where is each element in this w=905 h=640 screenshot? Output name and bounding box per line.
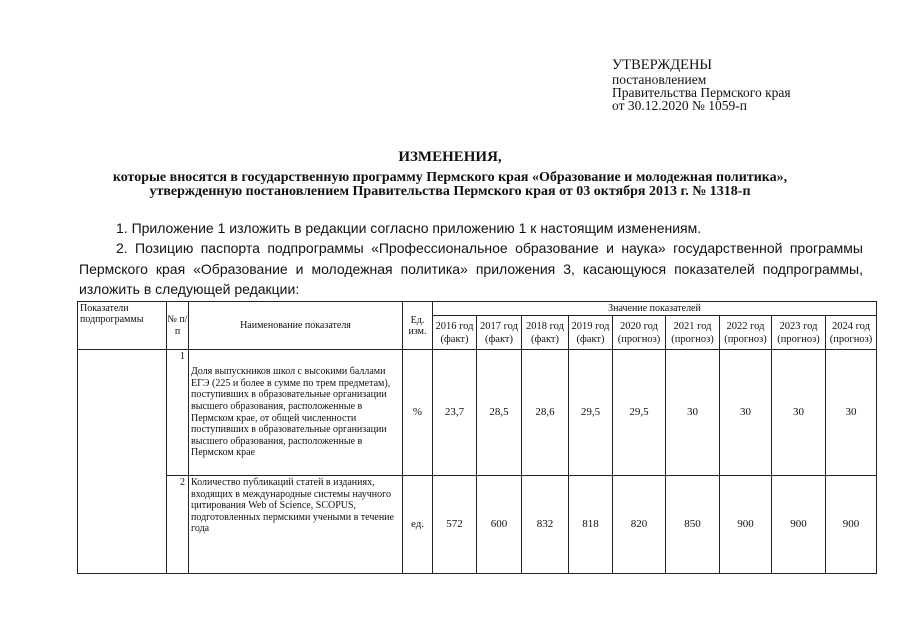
year-header: 2019 год (факт) [569,316,613,350]
table-row [78,350,877,476]
value-cell: 30 [666,350,720,476]
paragraph-1: 1. Приложение 1 изложить в редакции согласно приложению 1 к настоящим изменениям. [116,220,702,236]
row-number: 1 [167,350,189,476]
value-cell: 28,6 [522,350,569,476]
approval-line: от 30.12.2020 № 1059-п [612,98,747,113]
value-cell: 30 [772,350,826,476]
title-main: ИЗМЕНЕНИЯ, [398,149,502,165]
year-header: 2017 год (факт) [477,316,522,350]
header-values: Значение показателей [433,302,877,316]
approval-block [612,58,791,112]
year-header: 2018 год (факт) [522,316,569,350]
value-cell: 29,5 [613,350,666,476]
value-cell: 30 [826,350,877,476]
table-row [78,476,877,574]
paragraph-2: 2. Позицию паспорта подпрограммы «Профессиональное образование и наука» государственной программы Пермского края «Образование и молодежная политика» приложения 3, касающуюся показателей подпрограммы, изложить в следующей редакции: [79,240,863,297]
value-cell: 29,5 [569,350,613,476]
header-indicators: Показатели подпрограммы [78,302,167,350]
value-cell: 23,7 [433,350,477,476]
value-cell: 832 [522,476,569,574]
title-line: которые вносятся в государственную программу Пермского края «Образование и молодежная политика», [112,170,788,185]
document-title [60,148,840,199]
year-header: 2016 год (факт) [433,316,477,350]
approval-line: постановлением [612,72,707,87]
year-header: 2022 год (прогноз) [720,316,772,350]
indicator-unit: % [403,350,433,476]
indicator-name: Доля выпускников школ с высокими баллами ЕГЭ (225 и более в сумме по трем предметам), поступивших в образовательные организации высшего образования, расположенные в Пермском крае, от общей численности поступивших в образовательные организации высшего образования, расположенные в Пермском крае [189,350,403,476]
value-cell: 850 [666,476,720,574]
value-cell: 900 [772,476,826,574]
value-cell: 572 [433,476,477,574]
row-number: 2 [167,476,189,574]
value-cell: 900 [720,476,772,574]
indicator-name: Количество публикаций статей в изданиях, входящих в международные системы научного цитирования Web of Science, SCOPUS, подготовленных пермскими учеными в течение года [189,476,403,574]
value-cell: 900 [826,476,877,574]
header-name: Наименование показателя [189,302,403,350]
header-number: № п/п [167,302,189,350]
value-cell: 28,5 [477,350,522,476]
title-line: утвержденную постановлением Правительства Пермского края от 03 октября 2013 г. № 1318-п [149,184,751,199]
year-header: 2021 год (прогноз) [666,316,720,350]
value-cell: 818 [569,476,613,574]
header-unit: Ед. изм. [403,302,433,350]
year-header: 2024 год (прогноз) [826,316,877,350]
value-cell: 30 [720,350,772,476]
indicators-table [77,301,877,574]
year-header: 2023 год (прогноз) [772,316,826,350]
approval-line: Правительства Пермского края [612,85,791,100]
indicator-unit: ед. [403,476,433,574]
year-header: 2020 год (прогноз) [613,316,666,350]
value-cell: 820 [613,476,666,574]
value-cell: 600 [477,476,522,574]
approval-heading: УТВЕРЖДЕНЫ [612,57,713,73]
indicators-cell-empty [78,350,167,574]
